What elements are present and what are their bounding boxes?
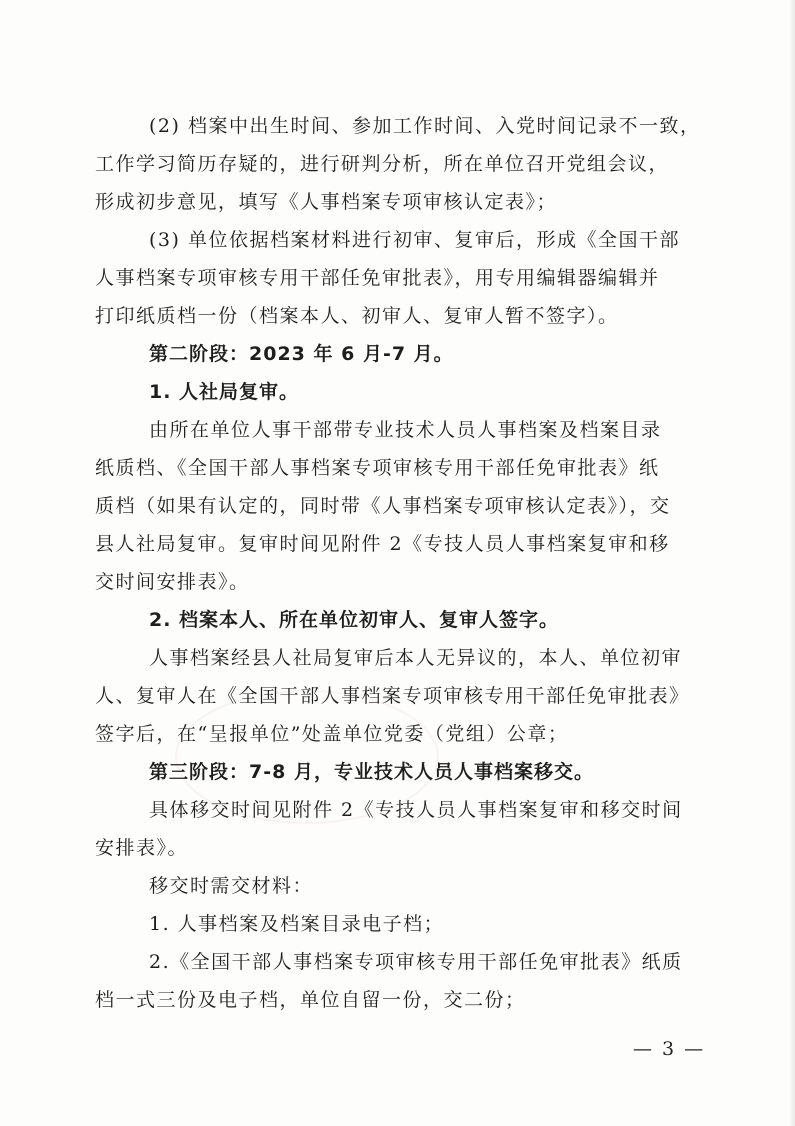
review-para-line-2: 纸质档、《全国干部人事档案专项审核专用干部任免审批表》纸 (95, 457, 660, 479)
transfer-para-line-1: 具体移交时间见附件 2《专技人员人事档案复审和移交时间 (149, 799, 683, 821)
page-number: — 3 — (633, 1038, 706, 1060)
signature-para-line-2: 人、复审人在《全国干部人事档案专项审核专用干部任免审批表》 (95, 685, 690, 707)
item-2-line-3: 形成初步意见，填写《人事档案专项审核认定表》； (95, 191, 558, 213)
item-2-line-2: 工作学习简历存疑的，进行研判分析，所在单位召开党组会议， (95, 153, 670, 175)
review-para-line-4: 县人社局复审。复审时间见附件 2《专技人员人事档案复审和移 (95, 533, 670, 555)
signature-para-line-3: 签字后，在“呈报单位”处盖单位党委（党组）公章； (95, 723, 569, 745)
material-item-2-line-2: 档一式三份及电子档，单位自留一份，交二份； (95, 989, 526, 1011)
materials-label: 移交时需交材料： (149, 875, 314, 897)
stage-two-heading: 第二阶段：2023 年 6 月-7 月。 (149, 343, 454, 365)
review-para-line-1: 由所在单位人事干部带专业技术人员人事档案及档案目录 (149, 419, 662, 441)
material-item-1: 1. 人事档案及档案目录电子档； (149, 913, 445, 935)
review-heading: 1. 人社局复审。 (149, 381, 300, 403)
review-para-line-3: 质档（如果有认定的，同时带《人事档案专项审核认定表》），交 (95, 495, 671, 517)
item-3-line-1: (3) 单位依据档案材料进行初审、复审后，形成《全国干部 (149, 229, 680, 251)
stage-three-heading: 第三阶段：7-8 月，专业技术人员人事档案移交。 (149, 761, 594, 783)
item-3-line-3: 打印纸质档一份（档案本人、初审人、复审人暂不签字）。 (95, 305, 619, 327)
transfer-para-line-2: 安排表》。 (95, 837, 189, 859)
material-item-2-line-1: 2.《全国干部人事档案专项审核专用干部任免审批表》纸质 (149, 951, 683, 973)
review-para-line-5: 交时间安排表》。 (95, 571, 250, 593)
document-body (95, 107, 710, 1019)
signature-heading: 2. 档案本人、所在单位初审人、复审人签字。 (149, 609, 560, 631)
item-3-line-2: 人事档案专项审核专用干部任免审批表》，用专用编辑器编辑并 (95, 267, 660, 289)
scan-edge (789, 0, 795, 1126)
item-2-line-1: (2) 档案中出生时间、参加工作时间、入党时间记录不一致， (149, 115, 701, 137)
signature-para-line-1: 人事档案经县人社局复审后本人无异议的，本人、单位初审 (149, 647, 683, 669)
